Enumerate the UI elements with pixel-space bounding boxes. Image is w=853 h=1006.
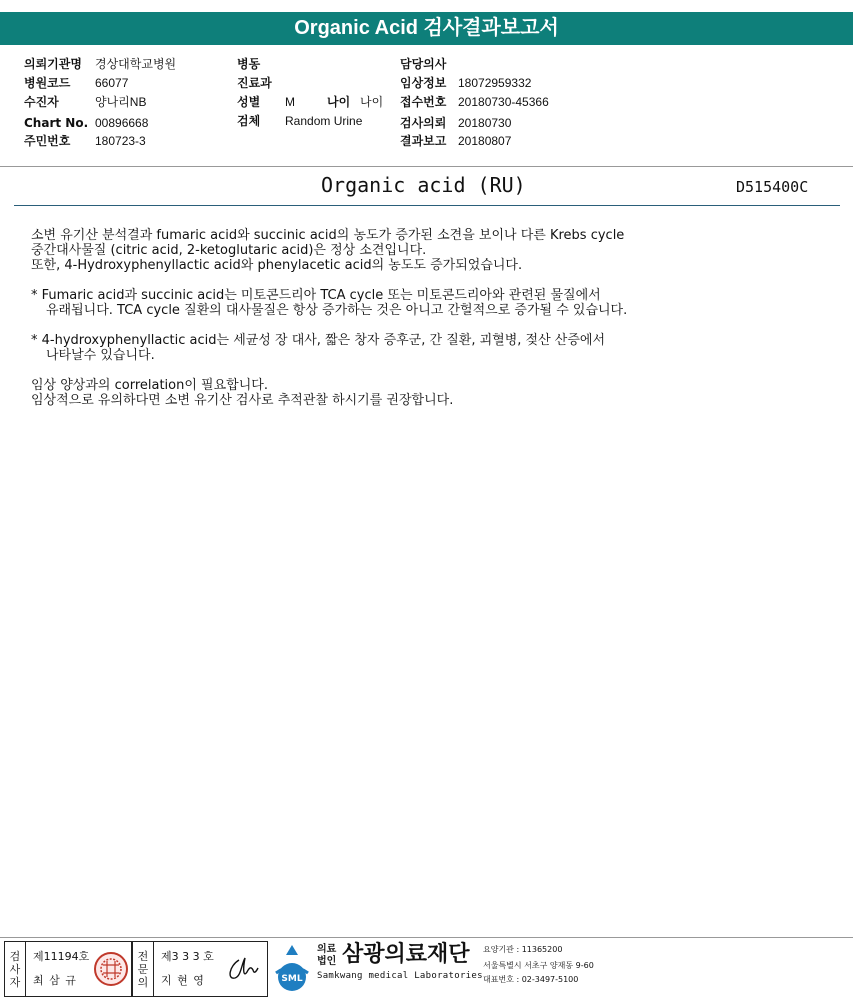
dept-label: 진료과 — [237, 76, 272, 90]
examinee-value: 양나리NB — [95, 95, 147, 109]
clinical-info-value: 18072959332 — [458, 76, 532, 90]
handwritten-signature-icon — [223, 952, 263, 986]
report-header-title: Organic Acid 검사결과보고서 — [0, 12, 853, 45]
org-english-name: Samkwang medical Laboratories — [317, 971, 483, 981]
comment-line: 임상적으로 유의하다면 소변 유기산 검사로 추적관찰 하시기를 권장합니다. — [31, 393, 454, 408]
comment-line: 또한, 4-Hydroxyphenyllactic acid와 phenylacetic acid의 농도도 증가되었습니다. — [31, 258, 523, 273]
comment-line: * 4-hydroxyphenyllactic acid는 세균성 장 대사, 짧은 창자 증후군, 간 질환, 괴혈병, 젖산 산증에서 — [31, 333, 605, 348]
tester-name: 최 삼 규 — [33, 974, 77, 987]
receipt-no-label: 접수번호 — [400, 95, 447, 109]
sex-value: M — [285, 95, 295, 109]
report-date-value: 20180807 — [458, 134, 512, 148]
specialist-head-text: 전문의 — [137, 949, 149, 989]
age-label: 나이 — [327, 95, 351, 109]
tester-license: 제11194호 — [33, 950, 90, 963]
comment-line: * Fumaric acid과 succinic acid는 미토콘드리아 TCA cycle 또는 미토콘드리아와 관련된 물질에서 — [31, 288, 601, 303]
request-date-value: 20180730 — [458, 116, 512, 130]
examinee-label: 수진자 — [24, 95, 59, 109]
specialist-signature-box — [132, 941, 268, 997]
specimen-label: 검체 — [237, 114, 261, 128]
org-code: 요양기관 : 11365200 — [483, 945, 563, 954]
specialist-name: 지 현 영 — [161, 974, 205, 987]
comment-line: 중간대사물질 (citric acid, 2-ketoglutaric acid)은 정상 소견입니다. — [31, 243, 427, 258]
seal-stamp-icon — [93, 951, 129, 987]
receipt-no-value: 20180730-45366 — [458, 95, 549, 109]
org-address: 서울특별시 서초구 양재동 9-60 — [483, 961, 594, 970]
divider — [0, 166, 853, 167]
institution-label: 의뢰기관명 — [24, 57, 82, 71]
sex-label: 성별 — [237, 95, 261, 109]
hospital-code-value: 66077 — [95, 76, 129, 90]
comment-line: 임상 양상과의 correlation이 필요합니다. — [31, 378, 268, 393]
tester-signature-box — [4, 941, 132, 997]
comment-line: 나타날수 있습니다. — [46, 348, 155, 363]
specialist-head — [133, 942, 154, 996]
ward-label: 병동 — [237, 57, 261, 71]
divider — [0, 937, 853, 938]
specialist-license: 제3 3 3 호 — [161, 950, 214, 963]
specimen-value: Random Urine — [285, 114, 363, 128]
patient-info-section — [0, 52, 853, 164]
divider — [14, 205, 840, 206]
report-date-label: 결과보고 — [400, 134, 447, 148]
request-date-label: 검사의뢰 — [400, 116, 447, 130]
org-phone: 대표번호 : 02-3497-5100 — [483, 975, 579, 984]
org-name: 삼광의료재단 — [342, 942, 470, 967]
institution-value: 경상대학교병원 — [95, 57, 177, 71]
report-title: Organic acid (RU) — [321, 173, 526, 197]
tester-head-text: 검사자 — [9, 949, 21, 989]
chart-no-value: 00896668 — [95, 116, 149, 130]
report-comment — [31, 228, 831, 408]
age-value: 나이 — [360, 95, 384, 109]
sml-logo-icon — [270, 943, 316, 993]
doctor-label: 담당의사 — [400, 57, 447, 71]
tester-head — [5, 942, 26, 996]
org-small-label: 의료법인 — [317, 944, 337, 967]
comment-line: 소변 유기산 분석결과 fumaric acid와 succinic acid의 농도가 증가된 소견을 보이나 다른 Krebs cycle — [31, 228, 625, 243]
chart-no-label: Chart No. — [24, 116, 89, 130]
resident-no-value: 180723-3 — [95, 134, 146, 148]
comment-line: 유래됩니다. TCA cycle 질환의 대사물질은 항상 증가하는 것은 아니고 간헐적으로 증가될 수 있습니다. — [46, 303, 628, 318]
organization-logo — [270, 941, 600, 997]
report-code: D515400C — [736, 178, 809, 196]
hospital-code-label: 병원코드 — [24, 76, 71, 90]
clinical-info-label: 임상정보 — [400, 76, 447, 90]
resident-no-label: 주민번호 — [24, 134, 71, 148]
logo-badge-text: SML — [281, 974, 303, 984]
